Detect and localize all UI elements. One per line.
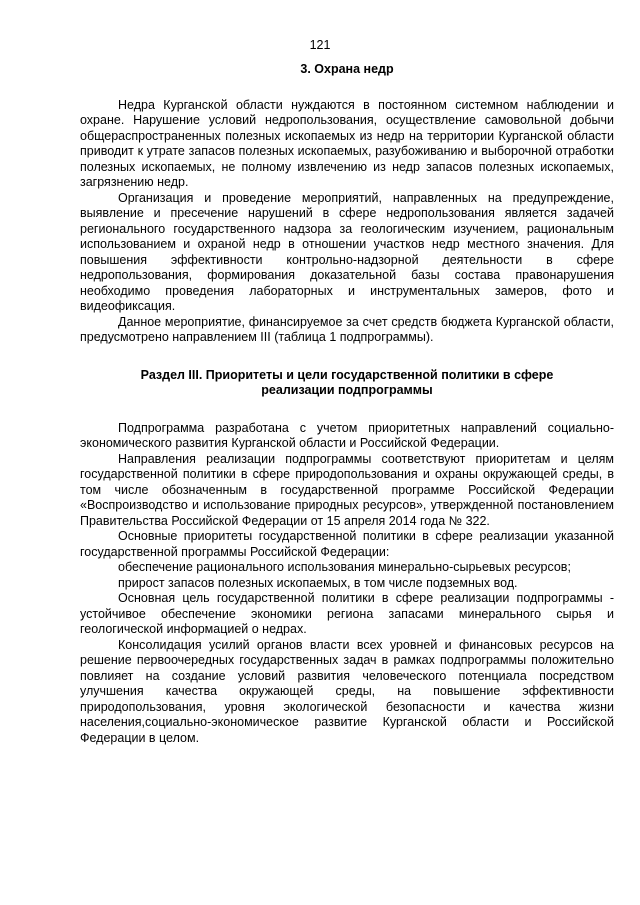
section-iii-list-item: обеспечение рационального использования минерально-сырьевых ресурсов;: [118, 560, 571, 574]
section-3-paragraph: Данное мероприятие, финансируемое за счет средств бюджета Курганской области, предусмотрено направлением III (таблица 1 подпрограммы).: [80, 314, 614, 344]
section-iii-title-line-1: Раздел III. Приоритеты и цели государственной политики в сфере: [140, 367, 554, 382]
page-number: 121: [309, 38, 331, 52]
section-iii-paragraph: Основная цель государственной политики в сфере реализации подпрограммы - устойчивое обеспечение экономики региона запасами минерального сырья и геологической информацией о недрах.: [80, 591, 614, 636]
section-iii-list-item: прирост запасов полезных ископаемых, в том числе подземных вод.: [118, 575, 518, 590]
section-iii-title: [80, 368, 614, 399]
section-iii-paragraph: Консолидация усилий органов власти всех уровней и финансовых ресурсов на решение первоочередных государственных задач в рамках подпрограммы положительно повлияет на создание условий развития человеческого потенциала посредством улучшения качества окружающей среды, на повышение эффективности природопользования, уровня экологической безопасности и качества жизни населения,социально-экономическое развитие Курганской области и Российской Федерации в целом.: [80, 637, 614, 745]
section-iii-paragraph: Направления реализации подпрограммы соответствуют приоритетам и целям государственной политики в сфере природопользования и охраны окружающей среды, в том числе обозначенным в государственной программе Российской Федерации «Воспроизводство и использование природных ресурсов», утвержденной постановлением Правительства Российской Федерации от 15 апреля 2014 года № 322.: [80, 451, 614, 528]
section-3-paragraph: Недра Курганской области нуждаются в постоянном системном наблюдении и охране. Нарушение условий недропользования, осуществление самовольной добычи общераспространенных полезных ископаемых из недр на территории Курганской области приводит к утрате запасов полезных ископаемых, разубоживанию и выборочной отработки полезных ископаемых, не полному извлечению из недр запасов полезных ископаемых, загрязнению недр.: [80, 97, 614, 189]
section-iii-title-line-2: реализации подпрограммы: [261, 383, 433, 397]
document-body: [80, 62, 614, 746]
section-iii-paragraph: Основные приоритеты государственной политики в сфере реализации указанной государственной программы Российской Федерации:: [80, 529, 614, 559]
section-iii-paragraph: Подпрограмма разработана с учетом приоритетных направлений социально-экономического развития Курганской области и Российской Федерации.: [80, 420, 614, 450]
section-3-title: 3. Охрана недр: [300, 62, 394, 76]
section-3-paragraph: Организация и проведение мероприятий, направленных на предупреждение, выявление и пресечение нарушений в сфере недропользования является задачей регионального государственного надзора за геологическим изучением, рациональным использованием и охраной недр в отношении участков недр местного значения. Для повышения эффективности контрольно-надзорной деятельности в сфере недропользования, формирования доказательной базы состава правонарушения необходимо проведения лабораторных и инструментальных замеров, фото и видеофиксация.: [80, 190, 614, 313]
